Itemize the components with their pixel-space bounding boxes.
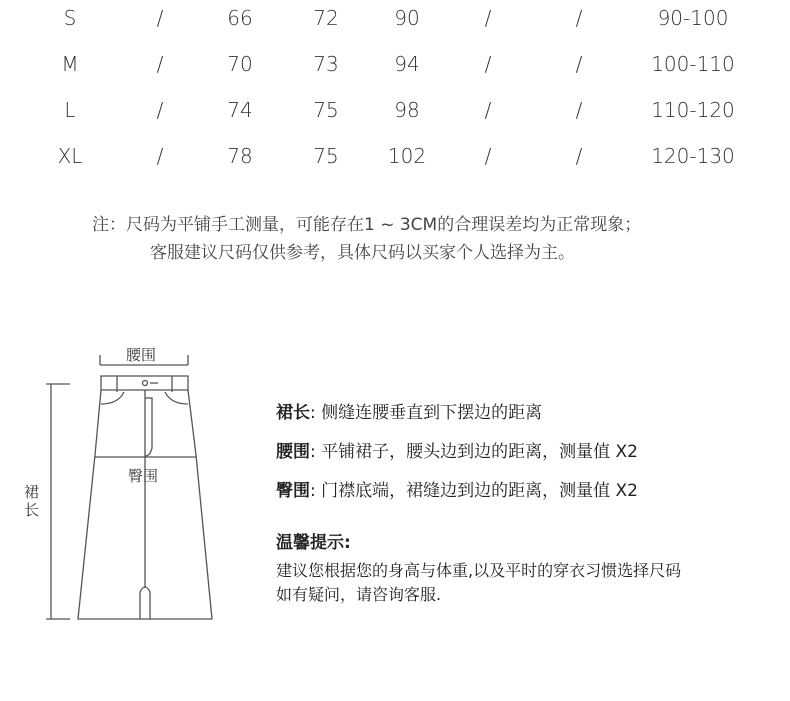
value-cell: 73 xyxy=(313,52,339,76)
table-row xyxy=(0,44,790,84)
value-cell: 75 xyxy=(313,98,339,122)
table-row xyxy=(0,0,790,38)
value-cell: / xyxy=(156,144,164,168)
value-cell: / xyxy=(575,144,583,168)
value-cell: 66 xyxy=(227,6,253,30)
measurement-note: 注：尺码为平铺手工测量，可能存在1 ~ 3CM的合理误差均为正常现象； xyxy=(92,215,642,235)
value-cell: 74 xyxy=(227,98,253,122)
value-cell: 100-110 xyxy=(651,52,735,76)
value-cell: / xyxy=(484,6,492,30)
value-cell: 70 xyxy=(227,52,253,76)
recommendation-note: 客服建议尺码仅供参考，具体尺码以买家个人选择为主。 xyxy=(150,243,575,263)
value-cell: / xyxy=(484,52,492,76)
value-cell: / xyxy=(156,98,164,122)
value-cell: 90 xyxy=(394,6,420,30)
value-cell: 94 xyxy=(394,52,420,76)
value-cell: / xyxy=(575,98,583,122)
value-cell: / xyxy=(156,6,164,30)
fly-stitch xyxy=(145,398,152,456)
definition-text: : 门襟底端，裙缝边到边的距离，测量值 X2 xyxy=(310,481,638,501)
tips-line: 建议您根据您的身高与体重,以及平时的穿衣习惯选择尺码 xyxy=(276,561,682,580)
value-cell: 98 xyxy=(394,98,420,122)
right-pocket xyxy=(165,392,188,404)
waist-button xyxy=(143,381,148,386)
value-cell: 78 xyxy=(227,144,253,168)
definition-term: 裙长 xyxy=(276,403,310,423)
table-row xyxy=(0,90,790,130)
length-label-top: 裙 xyxy=(24,483,40,501)
definition-hip xyxy=(276,476,638,501)
value-cell: 72 xyxy=(313,6,339,30)
value-cell: 90-100 xyxy=(657,6,729,30)
size-cell: M xyxy=(61,52,79,76)
definition-text: : 侧缝连腰垂直到下摆边的距离 xyxy=(310,403,543,423)
waistband xyxy=(101,376,188,390)
tips-line: 如有疑问，请咨询客服. xyxy=(276,585,442,604)
value-cell: 102 xyxy=(387,144,427,168)
length-label-bottom: 长 xyxy=(24,501,40,519)
definition-term: 臀围 xyxy=(276,481,310,501)
definition-term: 腰围 xyxy=(276,442,310,462)
size-cell: XL xyxy=(57,144,83,168)
size-cell: S xyxy=(63,6,77,30)
left-pocket xyxy=(101,392,124,404)
waist-label: 腰围 xyxy=(126,346,157,364)
skirt-measurement-diagram xyxy=(0,330,260,650)
definition-length xyxy=(276,398,542,423)
value-cell: 120-130 xyxy=(651,144,735,168)
definition-text: : 平铺裙子，腰头边到边的距离，测量值 X2 xyxy=(310,442,638,462)
front-slit xyxy=(140,587,150,619)
value-cell: / xyxy=(156,52,164,76)
hip-label: 臀围 xyxy=(128,467,159,485)
value-cell: / xyxy=(575,6,583,30)
definition-waist xyxy=(276,437,638,462)
table-row xyxy=(0,136,790,176)
value-cell: / xyxy=(575,52,583,76)
tips-title: 温馨提示: xyxy=(276,533,351,553)
value-cell: / xyxy=(484,144,492,168)
value-cell: 75 xyxy=(313,144,339,168)
size-cell: L xyxy=(64,98,76,122)
value-cell: / xyxy=(484,98,492,122)
value-cell: 110-120 xyxy=(651,98,735,122)
